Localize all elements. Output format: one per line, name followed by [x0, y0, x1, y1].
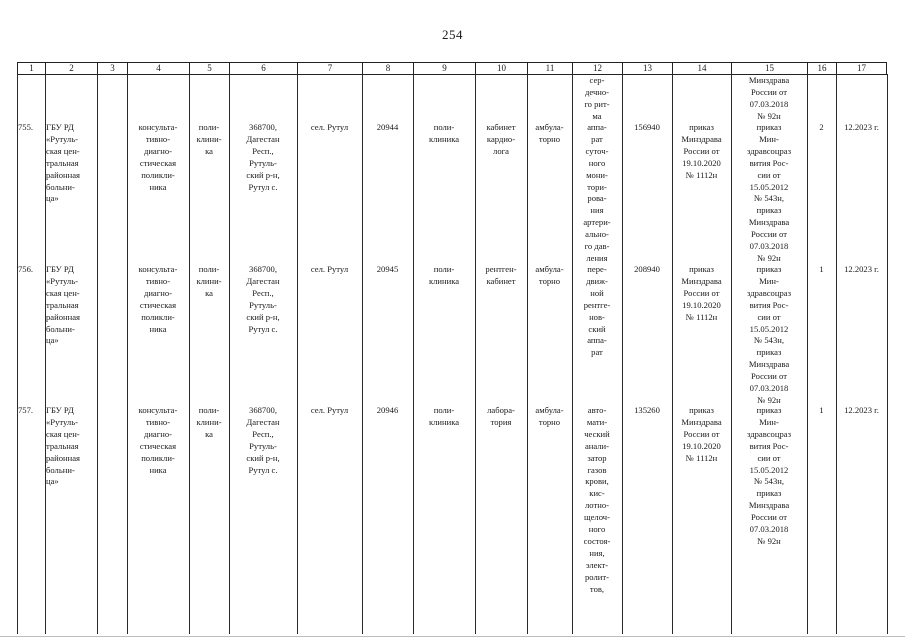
page-number: 254 [442, 27, 463, 42]
row-3-division: консульта- тивно- диагно- стическая поликли- ника [138, 405, 178, 475]
row-2-type: поли- клини- ка [196, 264, 222, 298]
column-header-5: 5 [189, 63, 229, 74]
row-3-order1: приказ Минздрава России от 19.10.2020 № 1112н [681, 405, 722, 463]
row-1-code: 20944 [376, 122, 399, 132]
column-rule [189, 74, 190, 634]
column-header-4: 4 [127, 63, 189, 74]
carryover-equipment: сер- дечно- го рит- ма [584, 75, 610, 121]
row-2-division: консульта- тивно- диагно- стическая поликли- ника [138, 264, 178, 334]
row-2-num: 756. [18, 264, 34, 274]
column-header-1: 1 [17, 63, 45, 74]
column-header-3: 3 [97, 63, 127, 74]
column-rule [622, 74, 623, 634]
row-2-date: 12.2023 г. [844, 264, 879, 274]
column-rule [475, 74, 476, 634]
row-3-care: амбула- торно [535, 405, 564, 427]
column-number-header [17, 62, 887, 75]
column-header-17: 17 [836, 63, 887, 74]
column-rule [527, 74, 528, 634]
row-2-qty: 1 [819, 264, 824, 274]
column-header-13: 13 [622, 63, 672, 74]
column-rule [17, 74, 18, 634]
column-header-2: 2 [45, 63, 97, 74]
row-3-room: лабора- тория [487, 405, 515, 427]
row-1-equipment: аппа- рат суточ- ного мони- тори- рова- ния артери- ально- го дав- ления [583, 122, 611, 263]
row-3-equipment: авто- мати- ческий анали- затор газов крови, кис- лотно- щелоч- ного состоя- ния, элект- ролит- тов, [583, 405, 611, 594]
scan-edge [0, 636, 905, 637]
row-1-division: консульта- тивно- диагно- стическая поликли- ника [138, 122, 178, 192]
column-header-11: 11 [527, 63, 572, 74]
row-1-num: 755. [18, 122, 34, 132]
column-header-6: 6 [229, 63, 297, 74]
column-header-10: 10 [475, 63, 527, 74]
row-3-type: поли- клини- ка [196, 405, 222, 439]
column-rule [413, 74, 414, 634]
row-3-locality: сел. Рутул [310, 405, 349, 415]
row-2-equipment: пере- движ- ной рентге- нов- ский аппа- рат [583, 264, 611, 358]
row-1-qty: 2 [819, 122, 824, 132]
column-rule [836, 74, 837, 634]
row-2-room: рентген- кабинет [485, 264, 517, 286]
row-1-type: поли- клини- ка [196, 122, 222, 156]
row-1-code2: 156940 [634, 122, 660, 132]
row-1-room: кабинет кардио- лога [486, 122, 516, 156]
column-rule [97, 74, 98, 634]
row-2-unit: поли- клиника [428, 264, 460, 286]
column-header-16: 16 [807, 63, 836, 74]
row-1-locality: сел. Рутул [310, 122, 349, 132]
row-2-order1: приказ Минздрава России от 19.10.2020 № 1112н [681, 264, 722, 322]
row-2-address: 368700, Дагестан Респ., Рутуль- ский р-н, Рутул с. [246, 264, 280, 334]
column-header-8: 8 [362, 63, 413, 74]
row-3-address: 368700, Дагестан Респ., Рутуль- ский р-н, Рутул с. [246, 405, 280, 475]
column-header-7: 7 [297, 63, 362, 74]
row-3-code: 20946 [376, 405, 399, 415]
row-1-address: 368700, Дагестан Респ., Рутуль- ский р-н, Рутул с. [246, 122, 280, 192]
row-3-num: 757. [18, 405, 34, 415]
column-rule [807, 74, 808, 634]
row-1-unit: поли- клиника [428, 122, 460, 144]
row-3-qty: 1 [819, 405, 824, 415]
row-2-code: 20945 [376, 264, 399, 274]
row-1-date: 12.2023 г. [844, 122, 879, 132]
row-2-locality: сел. Рутул [310, 264, 349, 274]
row-3-order2: приказ Мин- здравсоцраз вития Рос- сии от 15.05.2012 № 543н, приказ Минздрава России от 07.03.2018 № 92н [747, 405, 791, 546]
row-2-order2: приказ Мин- здравсоцраз вития Рос- сии от 15.05.2012 № 543н, приказ Минздрава России от 07.03.2018 № 92н [747, 264, 791, 405]
column-header-9: 9 [413, 63, 475, 74]
column-rule [362, 74, 363, 634]
row-3-org: ГБУ РД «Рутуль- ская цен- тральная районная больни- ца» [46, 405, 80, 487]
carryover-order: Минздрава России от 07.03.2018 № 92н [748, 75, 790, 121]
column-rule [297, 74, 298, 634]
column-header-12: 12 [572, 63, 622, 74]
column-header-14: 14 [672, 63, 731, 74]
row-2-code2: 208940 [634, 264, 660, 274]
row-1-order1: приказ Минздрава России от 19.10.2020 № 1112н [681, 122, 722, 180]
row-1-org: ГБУ РД «Рутуль- ская цен- тральная районная больни- ца» [46, 122, 80, 204]
row-2-care: амбула- торно [535, 264, 564, 286]
row-1-order2: приказ Мин- здравсоцраз вития Рос- сии от 15.05.2012 № 543н, приказ Минздрава России от 07.03.2018 № 92н [747, 122, 791, 263]
row-3-unit: поли- клиника [428, 405, 460, 427]
column-rule [887, 74, 888, 634]
row-1-care: амбула- торно [535, 122, 564, 144]
row-3-code2: 135260 [634, 405, 660, 415]
column-header-15: 15 [731, 63, 807, 74]
row-3-date: 12.2023 г. [844, 405, 879, 415]
row-2-org: ГБУ РД «Рутуль- ская цен- тральная районная больни- ца» [46, 264, 80, 346]
